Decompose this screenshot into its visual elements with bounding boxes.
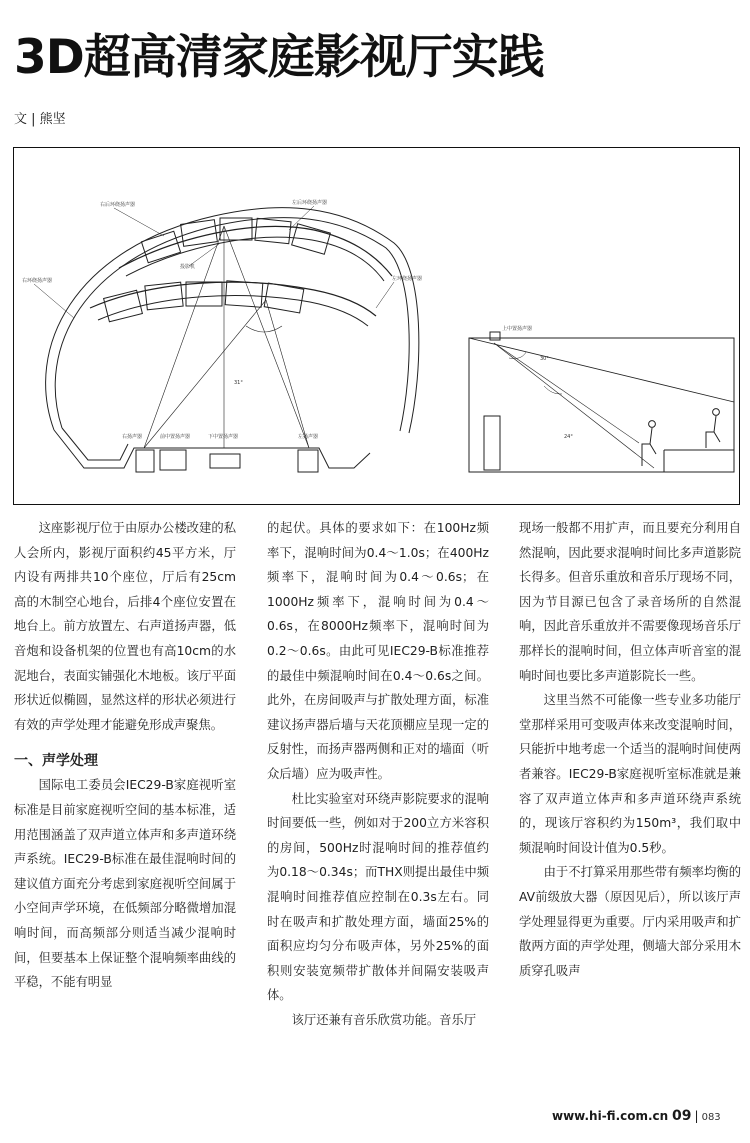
section-outline: [469, 338, 734, 472]
footer-separator: |: [694, 1109, 699, 1123]
section-angle-bottom: 24°: [564, 434, 573, 440]
center-speaker-label: 前中置扬声器: [160, 434, 191, 440]
outer-wall: [46, 208, 419, 433]
page-footer: [552, 1108, 721, 1124]
paragraph: 国际电工委员会IEC29-B家庭视听室标准是目前家庭视听空间的基本标准，适用范围涵盖了双声道立体声和多声道环绕声系统。IEC29-B标准在最佳混响时间的建议值方面充分考虑到家庭视听空间属于小空间声学环境，在低频部分略微增加混响时间，而高频部分则适当减少混响时间，但要基本上保证整个混响频率曲线的平稳，不能有明显: [14, 778, 236, 990]
website-url: www.hi-fi.com.cn: [552, 1109, 669, 1123]
front-seat-arc: [90, 282, 376, 316]
text-column-2: [267, 516, 489, 1032]
right-speaker-label: 右扬声器: [122, 434, 143, 440]
issue-number: 09: [672, 1108, 692, 1124]
paragraph: 由于不打算采用那些带有频率均衡的AV前级放大器（原因见后），所以该厅声学处理显得更为重要。厅内采用吸声和扩散两方面的声学处理，侧墙大部分采用木质穿孔吸声: [519, 865, 741, 978]
paragraph: 这里当然不可能像一些专业多功能厅堂那样采用可变吸声体来改变混响时间，只能折中地考虑一个适当的混响时间使两者兼容。IEC29-B家庭视听室标准就是兼容了双声道立体声和多声道环绕声系统的，现该厅容积约为150m³，我们取中频混响时间设计值为0.5秒。: [519, 693, 741, 855]
rear-left-speaker-label: 左后环绕扬声器: [292, 200, 328, 206]
paragraph: 这座影视厅位于由原办公楼改建的私人会所内，影视厅面积约45平方米，厅内设有两排共10个座位，厅后有25cm高的木制空心地台，后排4个座位安置在地台上。前方放置左、右声道扬声器，低音炮和设备机架的位置也有高10cm的水泥地台，表面实铺强化木地板。该厅平面形状近似椭圆，显然这样的形状必须进行有效的声学处理才能避免形成声聚焦。: [14, 521, 236, 732]
paragraph: 现场一般都不用扩声，而且要充分利用自然混响，因此要求混响时间比多声道影院长得多。但音乐重放和音乐厅现场不同，因为节目源已包含了录音场所的自然混响，因此音乐重放并不需要像现场音乐厅那样长的混响时间，但立体声听音室的混响时间也要比多声道影院长一些。: [519, 521, 741, 683]
text-column-1: [14, 516, 236, 995]
paragraph: 的起伏。具体的要求如下：在100Hz频率下，混响时间为0.4～1.0s；在400Hz频率下，混响时间为0.4～0.6s；在1000Hz频率下，混响时间为0.4～0.6s，在8000Hz频率下，混响时间为0.2～0.6s。由此可见IEC29-B标准推荐的最佳中频混响时间在0.4～0.6s之间。此外，在房间吸声与扩散处理方面，标准建议扬声器后墙与天花顶棚应呈现一定的反射性，而扬声器两侧和正对的墙面（听众后墙）应为吸声性。: [267, 521, 489, 781]
floor-plan-figure: [13, 147, 740, 505]
top-center-label: 上中置扬声器: [502, 326, 533, 332]
inner-wall: [55, 218, 409, 431]
plan-angle-label: 31°: [234, 380, 243, 386]
plan-drawing: [14, 148, 741, 506]
section-angle-top: 30°: [540, 356, 549, 362]
left-speaker-label: 左扬声器: [298, 434, 319, 440]
section-heading: 一、声学处理: [14, 753, 98, 770]
right-surround-label: 右环绕扬声器: [22, 278, 53, 284]
projector-label: 投影机: [180, 264, 196, 270]
byline: 文 | 熊坚: [14, 112, 66, 127]
rear-right-speaker-label: 右后环绕扬声器: [100, 202, 136, 208]
article-title: 3D超高清家庭影视厅实践: [14, 30, 544, 85]
subwoofer-label: 下中置扬声器: [208, 434, 239, 440]
text-column-3: [519, 516, 741, 983]
page-number: 083: [701, 1112, 721, 1123]
paragraph: 该厅还兼有音乐欣赏功能。音乐厅: [291, 1012, 477, 1027]
paragraph: 杜比实验室对环绕声影院要求的混响时间要低一些，例如对于200立方米容积的房间，500Hz时混响时间的推荐值约为0.18～0.34s；而THX则提出最佳中频混响时间推荐值应控制在0.3s左右。同时在吸声和扩散处理方面，墙面25%的面积应均匀分布吸声体，另外25%的面积则安装宽频带扩散体并间隔安装吸声体。: [267, 791, 489, 1003]
left-surround-label: 左环绕扬声器: [392, 276, 423, 282]
